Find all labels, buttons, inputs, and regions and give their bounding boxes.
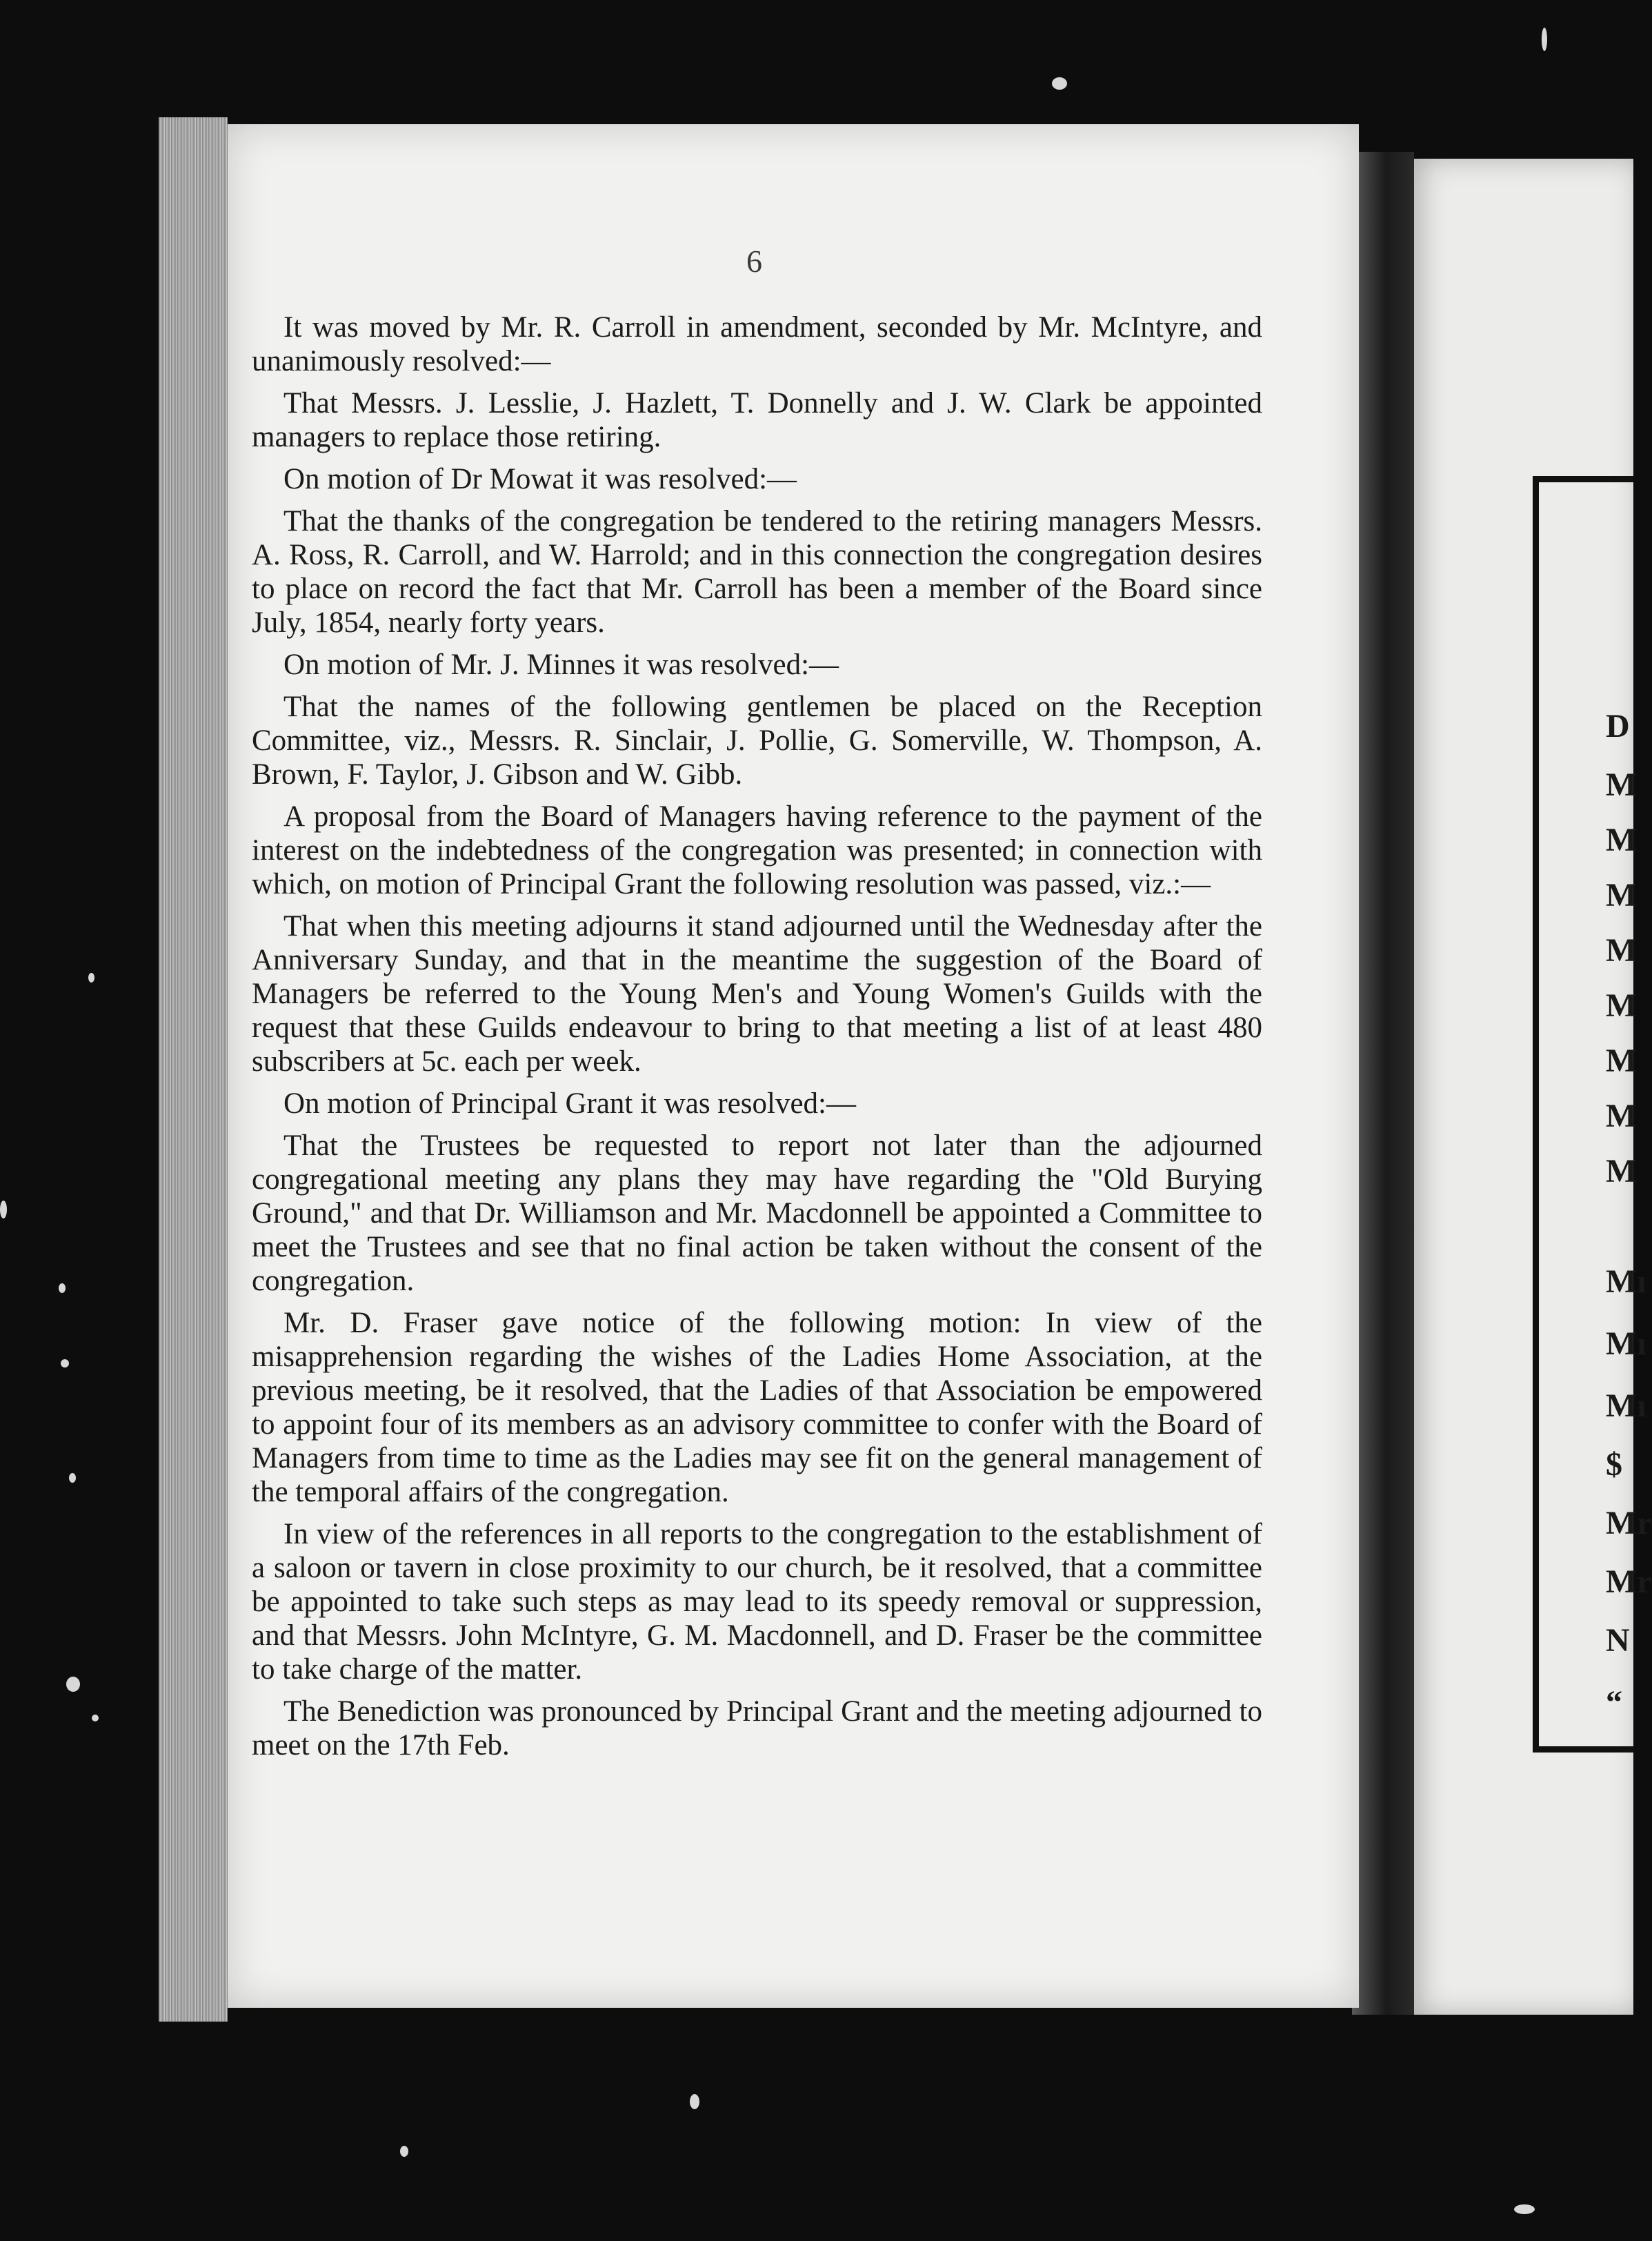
- paragraph: The Benediction was pronounced by Principal Grant and the meeting adjourned to meet on the 17th Feb.: [252, 1695, 1262, 1761]
- paragraph: On motion of Mr. J. Minnes it was resolved:—: [283, 649, 839, 681]
- text-fragment: M: [1606, 767, 1638, 803]
- page-body-text: [252, 310, 1262, 1770]
- book-page-edges: [159, 117, 228, 2022]
- text-fragment: M: [1606, 1098, 1638, 1134]
- scan-speck: [690, 2094, 699, 2109]
- text-fragment: D: [1606, 708, 1630, 744]
- page-number: 6: [746, 244, 762, 279]
- paragraph: On motion of Dr Mowat it was resolved:—: [283, 463, 797, 495]
- scan-speck: [0, 1201, 7, 1218]
- paragraph: A proposal from the Board of Managers having reference to the payment of the interest on the indebtedness of the congregation was presented; in connection with which, on motion of Principal Grant the following resolution was passed, viz.:—: [252, 800, 1262, 900]
- scan-speck: [1052, 77, 1067, 90]
- scan-speck: [88, 973, 94, 983]
- paragraph: That the Trustees be requested to report not later than the adjourned congregational meeting any plans they may have regarding the "Old Burying Ground," and that Dr. Williamson and Mr. Macdonnell be appointed a Committee to meet the Trustees and see that no final action be taken without the consent of the congregation.: [252, 1129, 1262, 1297]
- scan-speck: [69, 1473, 76, 1483]
- text-fragment: M: [1606, 877, 1638, 914]
- text-fragment: Mı: [1606, 1388, 1646, 1424]
- paragraph: Mr. D. Fraser gave notice of the following motion: In view of the misapprehension regarding the wishes of the Ladies Home Association, at the previous meeting, be it resolved, that the Ladies of that Association be empowered to appoint four of its members as an advisory committee to confer with the Board of Managers from time to time as the Ladies may see fit on the general management of the temporal affairs of the congregation.: [252, 1307, 1262, 1508]
- text-fragment: Mr: [1606, 1505, 1652, 1541]
- paragraph: It was moved by Mr. R. Carroll in amendment, seconded by Mr. McIntyre, and unanimously resolved:—: [252, 311, 1262, 377]
- paragraph: That Messrs. J. Lesslie, J. Hazlett, T. Donnelly and J. W. Clark be appointed managers to replace those retiring.: [252, 387, 1262, 453]
- paragraph: That the names of the following gentlemen be placed on the Reception Committee, viz., Messrs. R. Sinclair, J. Pollie, G. Somerville, W. Thompson, A. Brown, F. Taylor, J. Gibson and W. Gibb.: [252, 691, 1262, 791]
- text-fragment: M: [1606, 1153, 1638, 1189]
- text-fragment: “: [1606, 1684, 1622, 1721]
- text-fragment: Mı: [1606, 1325, 1646, 1362]
- scan-speck: [400, 2146, 408, 2157]
- text-fragment: N: [1606, 1622, 1630, 1659]
- paragraph: In view of the references in all reports to the congregation to the establishment of a saloon or tavern in close proximity to our church, be it resolved, that a committee be appointed to take such steps as may lead to its speedy removal or suppression, and that Messrs. John McIntyre, G. M. Macdonnell, and D. Fraser be the committee to take charge of the matter.: [252, 1518, 1262, 1686]
- text-fragment: Mı: [1606, 1263, 1646, 1300]
- scan-speck: [66, 1677, 80, 1692]
- scan-speck: [61, 1359, 69, 1368]
- text-fragment: Mr: [1606, 1563, 1652, 1600]
- text-fragment: $: [1606, 1446, 1622, 1483]
- facing-page-text-fragments: [1606, 0, 1652, 2241]
- scan-speck: [1514, 2204, 1535, 2214]
- text-fragment: M: [1606, 932, 1638, 969]
- scan-speck: [1542, 28, 1547, 51]
- paragraph: That when this meeting adjourns it stand adjourned until the Wednesday after the Anniversary Sunday, and that in the meantime the suggestion of the Board of Managers be referred to the Young Men's and Young Women's Guilds with the request that these Guilds endeavour to bring to that meeting a list of at least 480 subscribers at 5c. each per week.: [252, 910, 1262, 1078]
- scan-speck: [92, 1715, 99, 1721]
- paragraph: On motion of Principal Grant it was resolved:—: [283, 1087, 856, 1120]
- text-fragment: M: [1606, 1043, 1638, 1079]
- text-fragment: M: [1606, 822, 1638, 858]
- scan-speck: [59, 1283, 66, 1293]
- book-gutter: [1352, 152, 1414, 2015]
- paragraph: That the thanks of the congregation be tendered to the retiring managers Messrs. A. Ross, R. Carroll, and W. Harrold; and in this connection the congregation desires to place on record the fact that Mr. Carroll has been a member of the Board since July, 1854, nearly forty years.: [252, 505, 1262, 639]
- text-fragment: M: [1606, 987, 1638, 1024]
